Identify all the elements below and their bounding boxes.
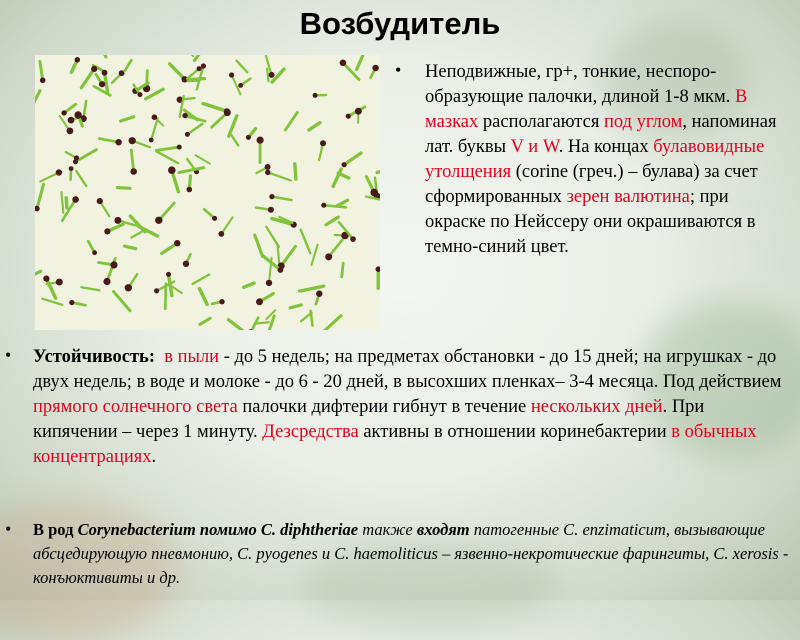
highlight-text: V и W	[511, 137, 559, 157]
bacterium-rod	[66, 198, 67, 208]
highlight-text: зерен валютина	[567, 187, 690, 207]
highlight-text: прямого солнечного света	[33, 397, 238, 417]
text-run: палочки дифтерии гибнут в течение	[238, 397, 531, 417]
volutin-granule	[154, 288, 159, 293]
volutin-granule	[201, 63, 206, 68]
volutin-granule	[268, 207, 274, 213]
highlight-text: под углом	[604, 112, 682, 132]
volutin-granule	[166, 272, 171, 277]
volutin-granule	[68, 117, 75, 124]
volutin-granule	[115, 139, 121, 145]
volutin-granule	[183, 261, 189, 267]
volutin-granule	[114, 217, 121, 224]
bacterium-rod	[342, 263, 344, 277]
bacterium-rod	[255, 322, 269, 324]
volutin-granule	[321, 203, 326, 208]
volutin-granule	[316, 291, 322, 297]
volutin-granule	[265, 170, 270, 175]
volutin-granule	[168, 166, 176, 174]
volutin-granule	[102, 70, 108, 76]
bacterium-rod	[165, 284, 166, 309]
volutin-granule	[212, 216, 217, 221]
volutin-granule	[265, 164, 271, 170]
resistance-label: Устойчивость:	[33, 347, 155, 367]
volutin-granule	[370, 189, 378, 197]
volutin-granule	[340, 60, 347, 67]
bold-text: входят	[417, 520, 470, 539]
slide-title: Возбудитель	[0, 6, 800, 42]
highlight-text: в пыли	[164, 347, 219, 367]
volutin-granule	[40, 78, 46, 84]
volutin-granule	[125, 284, 132, 291]
highlight-text: в обычных концентрациях	[33, 422, 757, 467]
bullet: •	[395, 60, 401, 81]
volutin-granule	[325, 253, 332, 260]
bullet: •	[5, 345, 11, 366]
text-run: располагаются	[478, 112, 604, 132]
text-run: Неподвижные, гр+, тонкие, неспоро-образующие палочки, длиной 1-8 мкм.	[425, 62, 735, 107]
volutin-granule	[238, 83, 243, 88]
description-paragraph	[425, 60, 785, 260]
bullet: •	[5, 519, 11, 540]
volutin-granule	[355, 108, 362, 115]
text-run: , напоминая лат. буквы	[425, 112, 777, 157]
bold-text: В род	[33, 520, 73, 539]
highlight-text: Дезсредства	[262, 422, 358, 442]
volutin-granule	[74, 111, 81, 118]
volutin-granule	[174, 240, 180, 246]
volutin-granule	[342, 162, 347, 167]
volutin-granule	[224, 109, 231, 116]
volutin-granule	[61, 110, 66, 115]
volutin-granule	[149, 138, 154, 143]
text-run: . На концах	[559, 137, 654, 157]
volutin-granule	[43, 276, 49, 282]
volutin-granule	[129, 137, 136, 144]
volutin-granule	[99, 81, 105, 87]
volutin-granule	[313, 93, 318, 98]
volutin-granule	[75, 57, 81, 63]
volutin-granule	[197, 66, 202, 71]
bacterium-rod	[295, 164, 296, 179]
bacterium-rod	[117, 188, 130, 189]
volutin-granule	[92, 250, 97, 255]
volutin-granule	[130, 168, 137, 175]
volutin-granule	[103, 278, 110, 285]
volutin-granule	[152, 114, 158, 120]
highlight-text: булавовидные утолщения	[425, 137, 764, 182]
volutin-granule	[269, 72, 275, 78]
text-run: ; при окраске по Нейссеру они окрашиваются в темно-синий цвет.	[425, 187, 755, 257]
volutin-granule	[74, 155, 79, 160]
volutin-granule	[91, 66, 97, 72]
volutin-granule	[246, 135, 251, 140]
volutin-granule	[266, 280, 272, 286]
genus-paragraph	[33, 518, 793, 590]
text-run: активны в отношении коринебактерии	[359, 422, 672, 442]
volutin-granule	[97, 198, 103, 204]
volutin-granule	[155, 217, 162, 224]
text-run: . При кипячении – через 1 минуту.	[33, 397, 704, 442]
volutin-granule	[187, 187, 193, 193]
volutin-granule	[256, 298, 263, 305]
volutin-granule	[219, 299, 224, 304]
volutin-granule	[67, 128, 74, 135]
volutin-granule	[278, 267, 284, 273]
text-run: (corine (греч.) – булава) за счет сформированных	[425, 162, 758, 207]
volutin-granule	[138, 92, 143, 97]
volutin-granule	[72, 196, 79, 203]
volutin-granule	[350, 236, 356, 242]
text-run: патогенные C. enzimaticum, вызывающие абсцедирующую пневмонию, C. pyogenes и C. haemoliticus – язвенно-некротические фарингиты, C. xerosis - конъюктивиты и др.	[33, 520, 788, 587]
bacterium-rod	[267, 69, 268, 82]
volutin-granule	[218, 231, 224, 237]
volutin-granule	[320, 140, 326, 146]
micrograph-image	[35, 55, 380, 330]
volutin-granule	[372, 65, 378, 71]
highlight-text: нескольких дней	[531, 397, 663, 417]
volutin-granule	[69, 166, 74, 171]
resistance-paragraph	[33, 345, 793, 470]
volutin-granule	[69, 300, 74, 305]
volutin-granule	[346, 114, 351, 119]
highlight-text: В мазках	[425, 87, 747, 132]
volutin-granule	[229, 72, 234, 77]
species-text: Corynebacterium помимо C. diphtheriae	[78, 520, 359, 539]
volutin-granule	[185, 132, 190, 137]
text-run: - до 5 недель; на предметах обстановки - до 15 дней; на игрушках - до двух недель; в воде и молоке - до 6 - 20 дней, в высохших пленках– 3-4 месяца. Под действием	[33, 347, 781, 392]
volutin-granule	[56, 279, 63, 286]
volutin-granule	[269, 194, 274, 199]
volutin-granule	[110, 261, 117, 268]
text-run: .	[152, 447, 157, 467]
text-run: также	[362, 520, 413, 539]
volutin-granule	[56, 169, 62, 175]
volutin-granule	[182, 113, 187, 118]
volutin-granule	[104, 228, 110, 234]
volutin-granule	[257, 137, 264, 144]
volutin-granule	[177, 145, 182, 150]
